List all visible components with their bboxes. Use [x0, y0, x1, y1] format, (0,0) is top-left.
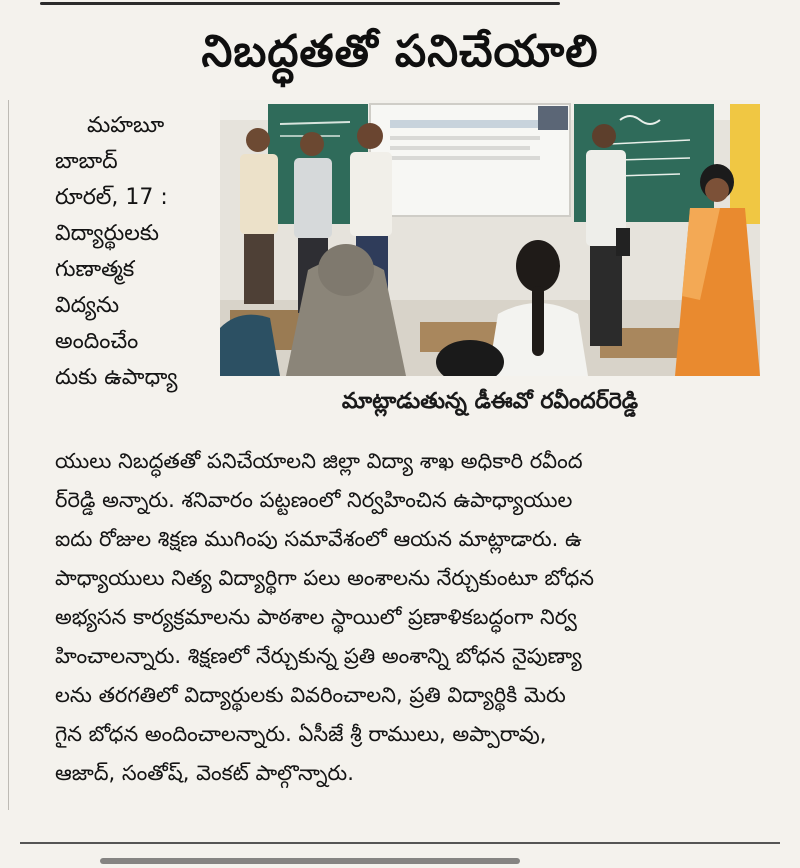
- article-line: ఆజాద్, సంతోష్, వెంకట్ పాల్గొన్నారు.: [55, 761, 354, 785]
- dateline-line: మహబూ: [87, 113, 165, 138]
- photo-caption: మాట్లాడుతున్న డీఈవో రవీందర్‌రెడ్డి: [341, 389, 639, 414]
- dateline-line: విద్యను: [55, 293, 120, 318]
- headline: నిబద్ధతతో పనిచేయాలి: [201, 26, 599, 77]
- person-1: [240, 128, 278, 304]
- dateline-line: విద్యార్థులకు: [55, 221, 159, 246]
- article-body: [55, 442, 755, 793]
- article-line: ఐదు రోజుల శిక్షణ ముగింపు సమావేశంలో ఆయన మాట్లాడారు. ఉ: [55, 527, 582, 551]
- article-line: అభ్యసన కార్యక్రమాలను పాఠశాల స్థాయిలో ప్రణాళికబద్ధంగా నిర్వ: [55, 605, 577, 629]
- column-divider: [8, 100, 9, 810]
- news-photo: [220, 100, 760, 376]
- dateline-line: గుణాత్మక: [55, 257, 135, 282]
- student-left: [220, 315, 280, 376]
- article-line: ర్‌రెడ్డి అన్నారు. శనివారం పట్టణంలో నిర్వహించిన ఉపాధ్యాయుల: [55, 488, 573, 512]
- classroom-photo-illustration: [220, 100, 760, 376]
- dateline-line: రూరల్, 17 :: [55, 185, 168, 210]
- article-line: గైన బోధన అందించాలన్నారు. ఏసీజే శ్రీ రాములు, అప్పారావు,: [55, 722, 547, 746]
- dateline-column: [55, 108, 215, 396]
- article-line: హించాలన్నారు. శిక్షణలో నేర్చుకున్న ప్రతి అంశాన్ని బోధన నైపుణ్యా: [55, 644, 582, 668]
- article-line: లను తరగతిలో విద్యార్థులకు వివరించాలని, ప్రతి విద్యార్థికి మెరు: [55, 683, 566, 707]
- bottom-divider: [20, 842, 780, 844]
- dateline-line: దుకు ఉపాధ్యా: [55, 365, 178, 390]
- article-line: యులు నిబద్ధతతో పనిచేయాలని జిల్లా విద్యా శాఖ అధికారి రవీంద: [55, 449, 583, 473]
- dateline-line: అందించేం: [55, 329, 139, 354]
- dateline-line: బాబాద్: [55, 149, 118, 174]
- cropped-next-article: [100, 858, 520, 864]
- article-line: పాధ్యాయులు నిత్య విద్యార్థిగా పలు అంశాలను నేర్చుకుంటూ బోధన: [55, 566, 595, 590]
- cropped-previous-article: [40, 0, 560, 10]
